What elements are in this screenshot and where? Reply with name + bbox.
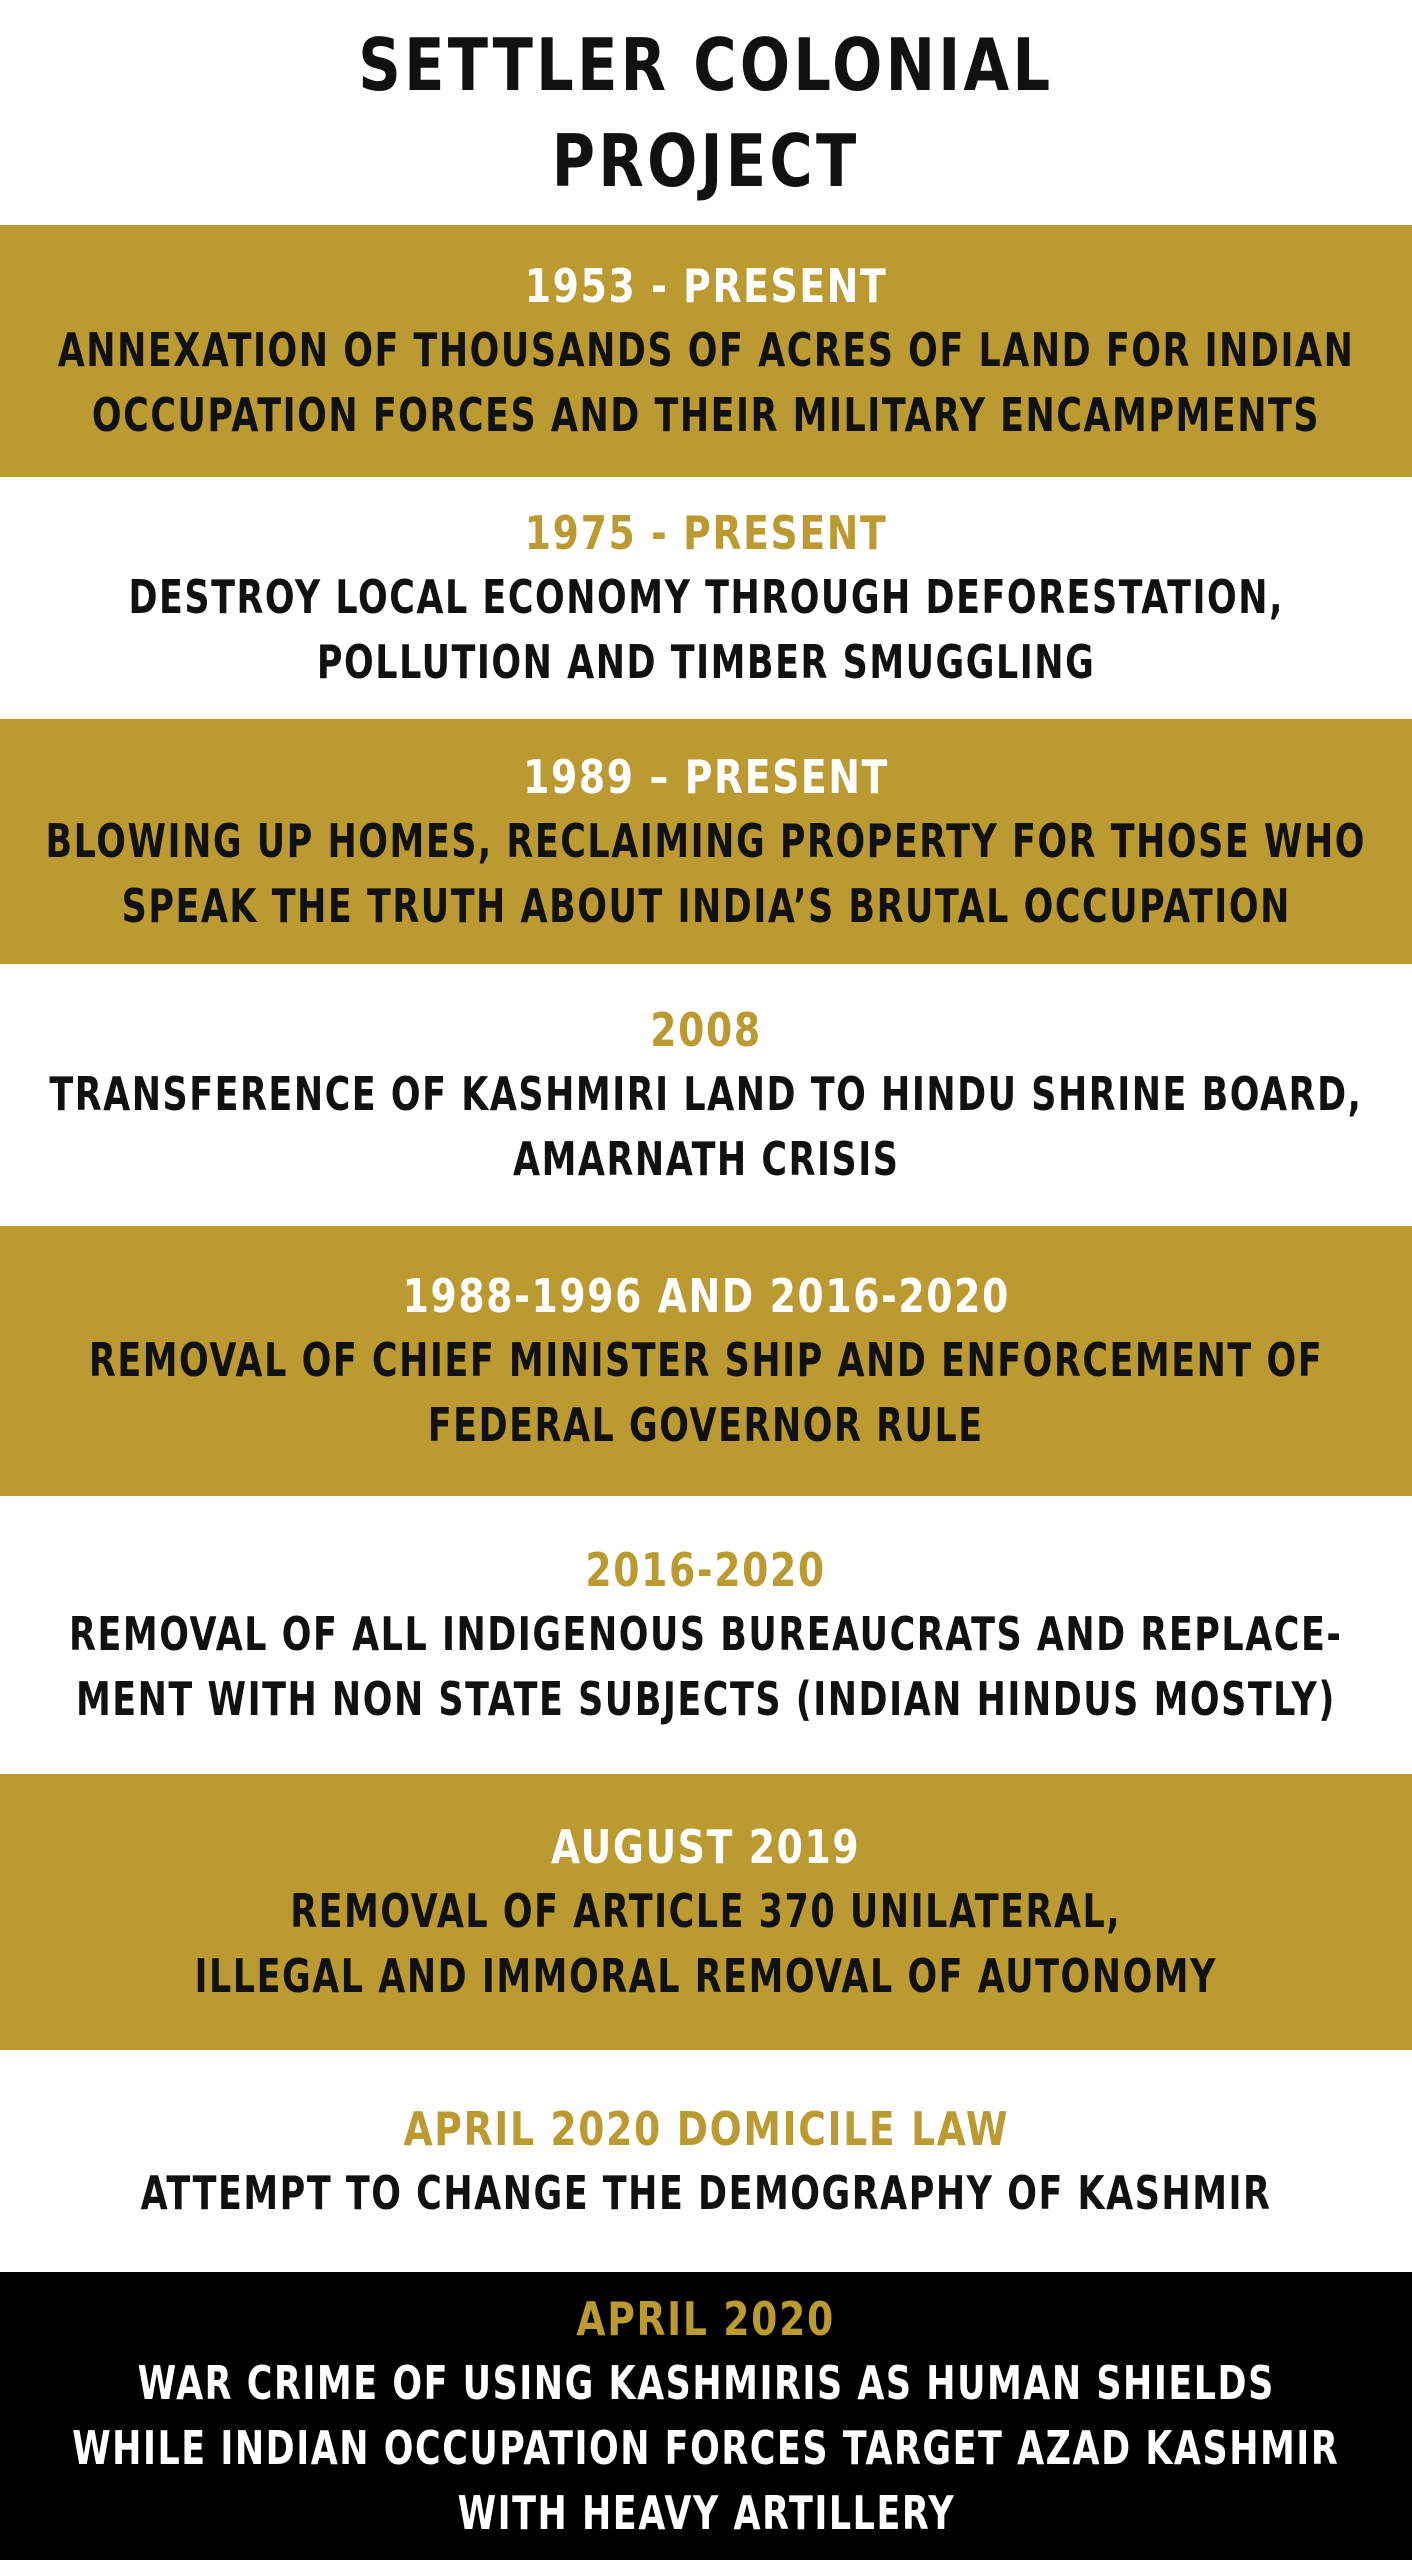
entry-year: 2016-2020	[585, 1543, 827, 1597]
timeline-entry-april-2020-domicile	[0, 2050, 1412, 2272]
timeline-entry-1988-2020	[0, 1226, 1412, 1496]
entry-description-line: WITH HEAVY ARTILLERY	[457, 2485, 955, 2540]
entry-description-line: AMARNATH CRISIS	[512, 1132, 900, 1186]
entry-year: 1988-1996 AND 2016-2020	[402, 1269, 1010, 1323]
entry-year: APRIL 2020 DOMICILE LAW	[403, 2101, 1009, 2156]
entry-description-line: REMOVAL OF ARTICLE 370 UNILATERAL,	[290, 1884, 1122, 1938]
entry-description-line: ANNEXATION OF THOUSANDS OF ACRES OF LAND FOR INDIAN	[57, 323, 1355, 377]
entry-description-line: MENT WITH NON STATE SUBJECTS (INDIAN HINDUS MOSTLY)	[76, 1672, 1336, 1726]
page-title	[0, 0, 1412, 225]
timeline-entry-april-2020	[0, 2272, 1412, 2560]
entry-description-line: BLOWING UP HOMES, RECLAIMING PROPERTY FOR THOSE WHO	[45, 813, 1367, 868]
timeline-entry-august-2019	[0, 1774, 1412, 2050]
entry-description-line: ILLEGAL AND IMMORAL REMOVAL OF AUTONOMY	[194, 1949, 1218, 2003]
entry-year: 1953 - PRESENT	[524, 259, 888, 313]
title-line-1: SETTLER COLONIAL	[358, 22, 1054, 107]
entry-description-line: TRANSFERENCE OF KASHMIRI LAND TO HINDU SHRINE BOARD,	[49, 1067, 1363, 1121]
timeline-entry-2016-2020	[0, 1496, 1412, 1774]
timeline-entry-1975	[0, 477, 1412, 719]
entry-year: AUGUST 2019	[551, 1820, 861, 1874]
entry-description-line: REMOVAL OF ALL INDIGENOUS BUREAUCRATS AND REPLACE-	[69, 1607, 1343, 1661]
timeline-entry-2008	[0, 964, 1412, 1226]
entry-description-line: REMOVAL OF CHIEF MINISTER SHIP AND ENFORCEMENT OF	[88, 1333, 1324, 1387]
entry-description-line: DESTROY LOCAL ECONOMY THROUGH DEFORESTATION,	[128, 570, 1284, 624]
entry-year: 2008	[650, 1003, 762, 1057]
title-line-2: PROJECT	[552, 118, 860, 203]
entry-year: 1989 – PRESENT	[523, 749, 889, 804]
entry-description-line: OCCUPATION FORCES AND THEIR MILITARY ENCAMPMENTS	[91, 388, 1321, 442]
entry-description-line: WAR CRIME OF USING KASHMIRIS AS HUMAN SHIELDS	[137, 2355, 1275, 2410]
timeline-entry-1953	[0, 225, 1412, 477]
entry-description-line: SPEAK THE TRUTH ABOUT INDIA’S BRUTAL OCCUPATION	[121, 878, 1291, 933]
entry-description-line: FEDERAL GOVERNOR RULE	[428, 1398, 984, 1452]
entry-year: 1975 - PRESENT	[524, 506, 888, 560]
entry-description-line: POLLUTION AND TIMBER SMUGGLING	[316, 635, 1096, 689]
timeline-entry-1989	[0, 719, 1412, 964]
entry-description-line: WHILE INDIAN OCCUPATION FORCES TARGET AZAD KASHMIR	[72, 2420, 1340, 2475]
entry-description-line: ATTEMPT TO CHANGE THE DEMOGRAPHY OF KASHMIR	[140, 2165, 1272, 2220]
entry-year: APRIL 2020	[576, 2291, 836, 2346]
